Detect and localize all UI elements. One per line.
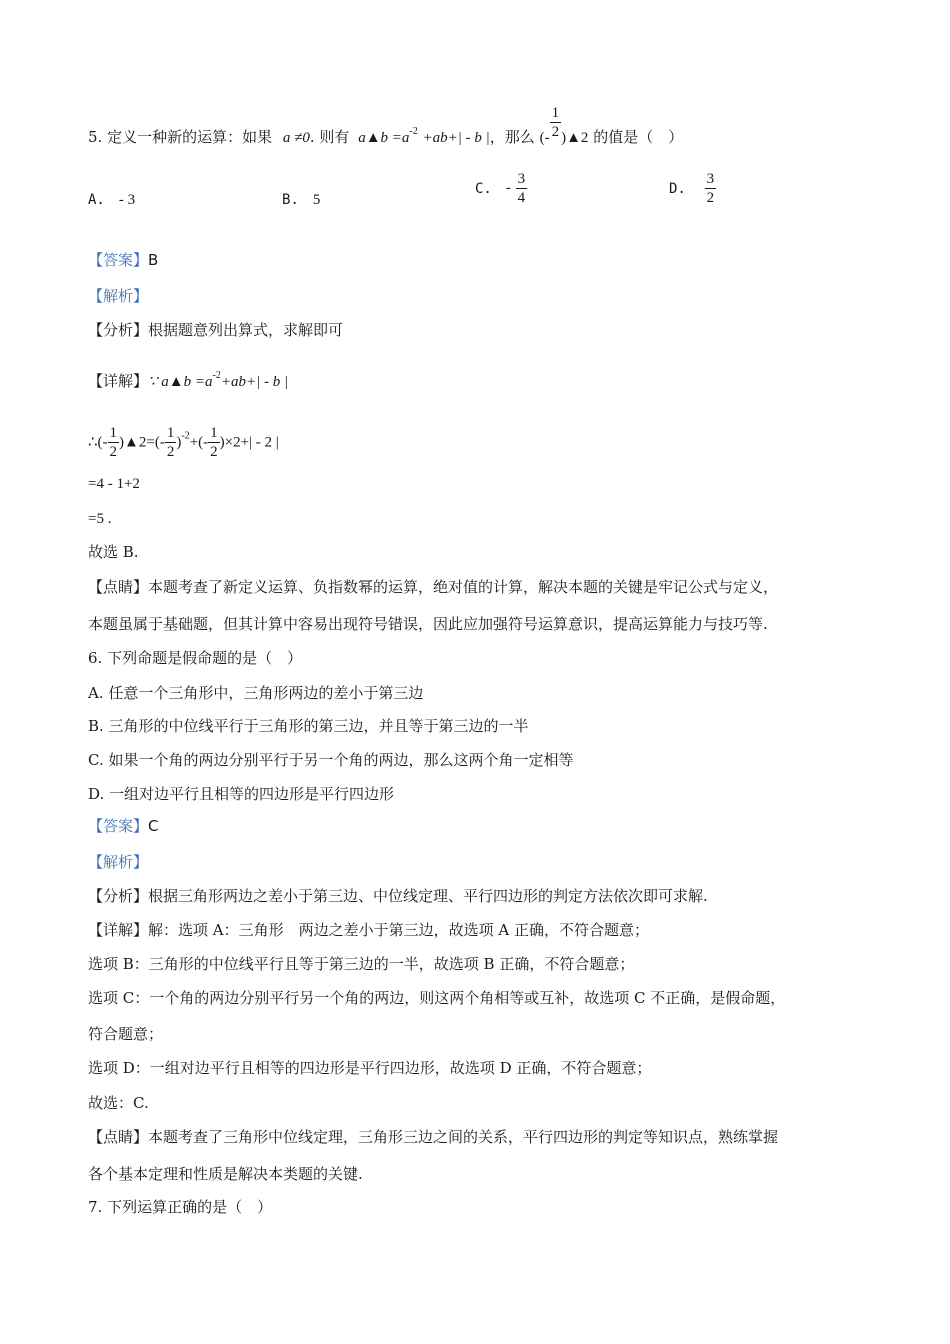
q5-stem	[88, 104, 683, 148]
q6-detail-2: 选项 B：三角形的中位线平行且等于第三边的一半，故选项 B 正确，不符合题意；	[88, 955, 635, 973]
q7-stem: 7. 下列运算正确的是（ ）	[88, 1198, 273, 1216]
q6-option-a: A. 任意一个三角形中，三角形两边的差小于第三边	[88, 684, 424, 702]
q5-stem-text: 5. 定义一种新的运算：如果	[88, 128, 273, 146]
q6-choose: 故选：C.	[88, 1094, 149, 1112]
q5-stem-text-b: . 则有	[309, 128, 350, 146]
q5-option-d: D. $\frac{3}{2}$	[669, 171, 715, 206]
q6-stem: 6. 下列命题是假命题的是（ ）	[88, 649, 303, 667]
q5-option-b: B. 5	[282, 192, 321, 208]
q5-stem-text-d: 的值是（ ）	[593, 128, 684, 146]
q5-expr-fraction: $\frac{1}{2}$	[551, 105, 560, 140]
q5-stem-text-c: ，那么	[489, 128, 535, 146]
q6-answer: 【答案】C	[88, 817, 159, 835]
q6-detail-5: 选项 D：一组对边平行且相等的四边形是平行四边形，故选项 D 正确，不符合题意；	[88, 1059, 652, 1077]
q5-dianjing-1: 【点睛】本题考查了新定义运算、负指数幂的运算，绝对值的计算，解决本题的关键是牢记公式与定义，	[88, 578, 779, 596]
q5-detail: 【详解】∵ a▲b $=a^{-2}+ab+| - b$ |	[88, 370, 289, 390]
q6-dianjing-2: 各个基本定理和性质是解决本类题的关键.	[88, 1165, 363, 1183]
q5-option-d-fraction: $\frac{3}{2}$	[706, 171, 715, 206]
q6-detail-1: 【详解】解：选项 A：三角形 两边之差小于第三边，故选项 A 正确，不符合题意；	[88, 921, 649, 939]
q5-option-a: A. - 3	[88, 192, 136, 208]
q5-option-c: C. - $\frac{3}{4}$	[475, 171, 526, 206]
q5-condition: a ≠0	[282, 130, 310, 146]
q5-definition-rhs: +ab+| - b |	[422, 130, 490, 146]
q5-definition-lhs: a▲b =a	[358, 130, 410, 146]
q6-detail-4: 符合题意；	[88, 1025, 164, 1043]
q5-expr-suffix: )▲2	[561, 130, 589, 146]
q5-option-c-fraction: $\frac{3}{4}$	[517, 171, 526, 206]
q6-option-d: D. 一组对边平行且相等的四边形是平行四边形	[88, 785, 395, 803]
q6-dianjing-1: 【点睛】本题考查了三角形中位线定理，三角形三边之间的关系，平行四边形的判定等知识点，熟练掌握	[88, 1128, 779, 1146]
q5-analysis: 【分析】根据题意列出算式，求解即可	[88, 321, 344, 339]
q5-answer: 【答案】B	[88, 251, 159, 269]
q5-analysis-tag: 【解析】	[88, 287, 149, 305]
q6-option-c: C. 如果一个角的两边分别平行于另一个角的两边，那么这两个角一定相等	[88, 751, 574, 769]
q6-analysis: 【分析】根据三角形两边之差小于第三边、中位线定理、平行四边形的判定方法依次即可求解.	[88, 887, 708, 905]
q5-choose: 故选 B.	[88, 543, 139, 561]
q6-analysis-tag: 【解析】	[88, 853, 149, 871]
q5-calculation: ∴(- $\frac{1}{2}$ )▲2=(- $\frac{1}{2}$ )$^{-2}$+(- $\frac{1}{2}$ )×2+| - 2 |	[88, 425, 279, 460]
q5-step-1: =4 - 1+2	[88, 476, 140, 492]
q5-dianjing-2: 本题虽属于基础题，但其计算中容易出现符号错误，因此应加强符号运算意识，提高运算能力与技巧等.	[88, 615, 768, 633]
q5-expr-prefix: (-	[539, 130, 550, 146]
q5-step-2: =5 .	[88, 511, 112, 527]
q5-definition-exponent: -2	[409, 126, 418, 137]
q6-detail-3: 选项 C：一个角的两边分别平行另一个角的两边，则这两个角相等或互补，故选项 C 不正确，是假命题，	[88, 989, 786, 1007]
q6-option-b: B. 三角形的中位线平行于三角形的第三边，并且等于第三边的一半	[88, 717, 529, 735]
